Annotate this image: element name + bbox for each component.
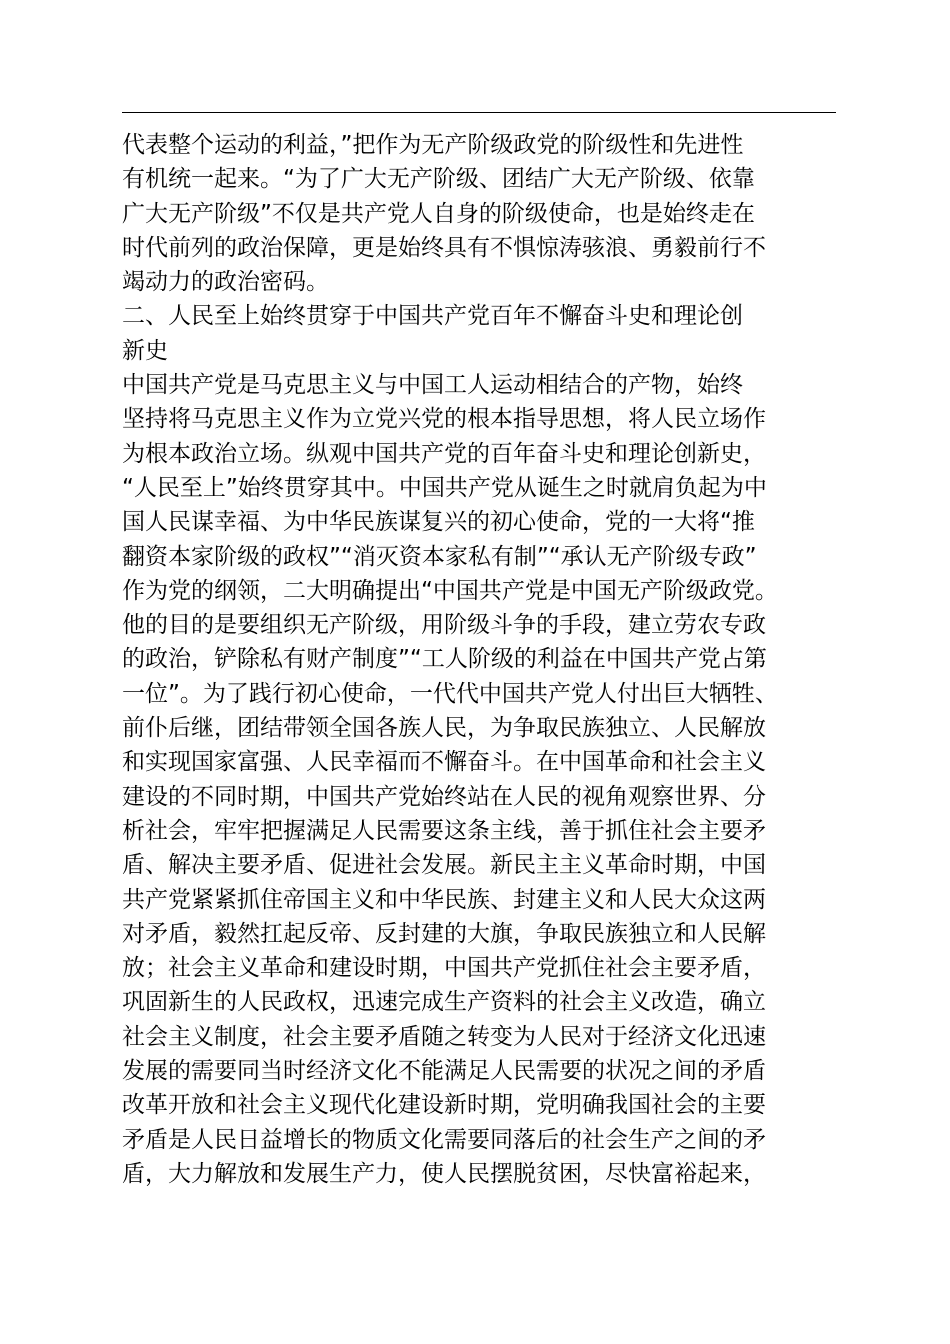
text-line: 为根本政治立场。纵观中国共产党的百年奋斗史和理论创新史， xyxy=(122,440,766,467)
text-line: 一位”。为了践行初心使命，一代代中国共产党人付出巨大牺牲、 xyxy=(122,680,778,707)
body-text xyxy=(122,128,842,1191)
text-line: 改革开放和社会主义现代化建设新时期，党明确我国社会的主要 xyxy=(122,1092,766,1119)
text-line: 坚持将马克思主义作为立党兴党的根本指导思想，将人民立场作 xyxy=(122,406,766,433)
text-line: 对矛盾，毅然扛起反帝、反封建的大旗，争取民族独立和人民解 xyxy=(122,920,766,947)
text-line: 有机统一起来。“为了广大无产阶级、团结广大无产阶级、依靠 xyxy=(122,166,755,193)
text-line: 中国共产党是马克思主义与中国工人运动相结合的产物，始终 xyxy=(122,372,743,399)
text-line: 盾，大力解放和发展生产力，使人民摆脱贫困，尽快富裕起来， xyxy=(122,1160,766,1187)
text-line: 盾、解决主要矛盾、促进社会发展。新民主主义革命时期，中国 xyxy=(122,852,766,879)
text-line: 社会主义制度，社会主要矛盾随之转变为人民对于经济文化迅速 xyxy=(122,1023,766,1050)
text-line: 的政治，铲除私有财产制度”“工人阶级的利益在中国共产党占第 xyxy=(122,646,767,673)
text-line: 析社会，牢牢把握满足人民需要这条主线，善于抓住社会主要矛 xyxy=(122,817,766,844)
text-line: 时代前列的政治保障，更是始终具有不惧惊涛骇浪、勇毅前行不 xyxy=(122,234,766,261)
text-line: 他的目的是要组织无产阶级，用阶级斗争的手段，建立劳农专政 xyxy=(122,612,766,639)
text-line: 竭动力的政治密码。 xyxy=(122,269,329,296)
text-line: 发展的需要同当时经济文化不能满足人民需要的状况之间的矛盾 xyxy=(122,1058,766,1085)
header-rule xyxy=(122,112,836,113)
text-line: 和实现国家富强、人民幸福而不懈奋斗。在中国革命和社会主义 xyxy=(122,749,766,776)
text-line: 翻资本家阶级的政权”“消灭资本家私有制”“承认无产阶级专政” xyxy=(122,543,757,570)
text-line: “人民至上”始终贯穿其中。中国共产党从诞生之时就肩负起为中 xyxy=(122,474,767,501)
text-line: 巩固新生的人民政权，迅速完成生产资料的社会主义改造，确立 xyxy=(122,989,766,1016)
text-line: 建设的不同时期，中国共产党始终站在人民的视角观察世界、分 xyxy=(122,783,766,810)
text-line: 矛盾是人民日益增长的物质文化需要同落后的社会生产之间的矛 xyxy=(122,1126,766,1153)
text-line: 放；社会主义革命和建设时期，中国共产党抓住社会主要矛盾， xyxy=(122,955,766,982)
text-line: 共产党紧紧抓住帝国主义和中华民族、封建主义和人民大众这两 xyxy=(122,886,766,913)
text-line: 代表整个运动的利益，”把作为无产阶级政党的阶级性和先进性 xyxy=(122,132,744,158)
section-heading-line: 新史 xyxy=(122,337,168,364)
text-line: 国人民谋幸福、为中华民族谋复兴的初心使命，党的一大将“推 xyxy=(122,509,755,536)
section-heading-line: 二、人民至上始终贯穿于中国共产党百年不懈奋斗史和理论创 xyxy=(122,303,743,330)
text-line: 作为党的纲领，二大明确提出“中国共产党是中国无产阶级政党。 xyxy=(122,577,778,604)
text-line: 广大无产阶级”不仅是共产党人自身的阶级使命，也是始终走在 xyxy=(122,200,755,227)
text-line: 前仆后继，团结带领全国各族人民，为争取民族独立、人民解放 xyxy=(122,715,766,742)
